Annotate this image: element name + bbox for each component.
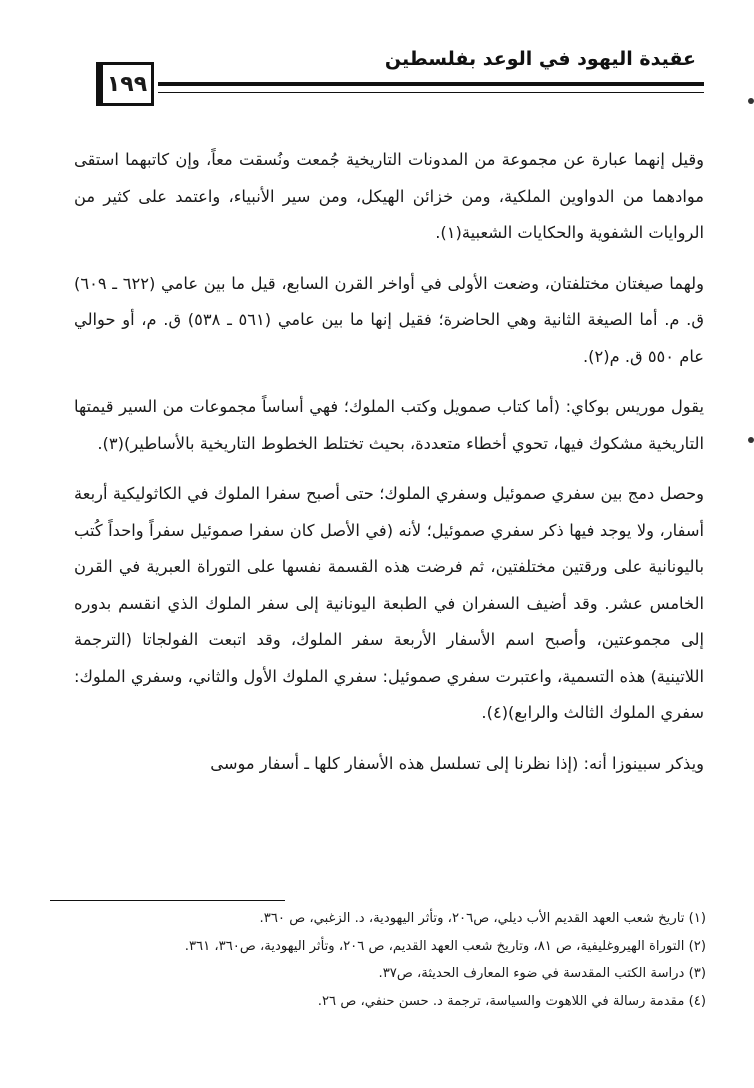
footnote-separator <box>50 900 285 901</box>
footnote: (١) تاريخ شعب العهد القديم الأب ديلي، ص٢٠٦، وتأثر اليهودية، د. الزغبي، ص ٣٦٠. <box>259 911 706 926</box>
body-text <box>74 142 704 782</box>
paragraph: ويذكر سبينوزا أنه: (إذا نظرنا إلى تسلسل هذه الأسفار كلها ـ أسفار موسى <box>210 753 704 773</box>
paragraph: ولهما صيغتان مختلفتان، وضعت الأولى في أواخر القرن السابع، قيل ما بين عامي (٦٢٢ ـ ٦٠٩) ق. م. أما الصيغة الثانية وهي الحاضرة؛ فقيل إنها ما بين عامي (٥٦١ ـ ٥٣٨) ق. م، أو حوالي عام ٥٥٠ ق. م(٢). <box>74 273 704 366</box>
footnote: (٣) دراسة الكتب المقدسة في ضوء المعارف الحديثة، ص٣٧. <box>378 966 706 981</box>
margin-mark <box>748 98 754 104</box>
paragraph: وحصل دمج بين سفري صموئيل وسفري الملوك؛ حتى أصبح سفرا الملوك في الكاثوليكية أربعة أسفار، ولا يوجد فيها ذكر سفري صموئيل؛ لأنه (في الأصل كان سفرا صموئيل سفراً واحداً كُتب باليونانية على ورقتين مختلفتين، ثم فرضت هذه القسمة نفسها على التوراة العبرية في القرن الخامس عشر. وقد أضيف السفران في الطبعة اليونانية إلى سفر الملوك الذي انقسم بدوره إلى مجموعتين، وأصبح اسم الأسفار الأربعة سفر الملوك، وقد اتبعت الفولجاتا (الترجمة اللاتينية) هذه التسمية، واعتبرت سفري صموئيل: سفري الملوك الأول والثاني، وسفري الملوك: سفري الملوك الثالث والرابع)(٤). <box>74 484 704 722</box>
header-rule-thin <box>158 92 704 93</box>
footnotes <box>66 905 706 1015</box>
paragraph: وقيل إنهما عبارة عن مجموعة من المدونات التاريخية جُمعت ونُسقت معاً، وإن كاتبهما استقى موادهما من الدواوين الملكية، ومن خزائن الهيكل، ومن سير الأنبياء، واعتمد على كثير من الروايات الشفوية والحكايات الشعبية(١). <box>74 150 704 242</box>
footnote: (٤) مقدمة رسالة في اللاهوت والسياسة، ترجمة د. حسن حنفي، ص ٢٦. <box>317 993 706 1009</box>
footnote: (٢) التوراة الهيروغليفية، ص ٨١، وتاريخ شعب العهد القديم، ص ٢٠٦، وتأثر اليهودية، ص٣٦٠، ٣٦١. <box>184 938 706 954</box>
margin-mark <box>748 437 754 443</box>
paragraph: يقول موريس بوكاي: (أما كتاب صمويل وكتب الملوك؛ فهي أساساً مجموعات من السير قيمتها التاريخية مشكوك فيها، تحوي أخطاء متعددة، بحيث تختلط الخطوط التاريخية بالأساطير)(٣). <box>74 397 704 453</box>
page-header <box>96 40 704 110</box>
running-title: عقيدة اليهود في الوعد بفلسطين <box>384 48 696 70</box>
header-rule <box>158 82 704 86</box>
page-number: ١٩٩ <box>96 62 154 106</box>
